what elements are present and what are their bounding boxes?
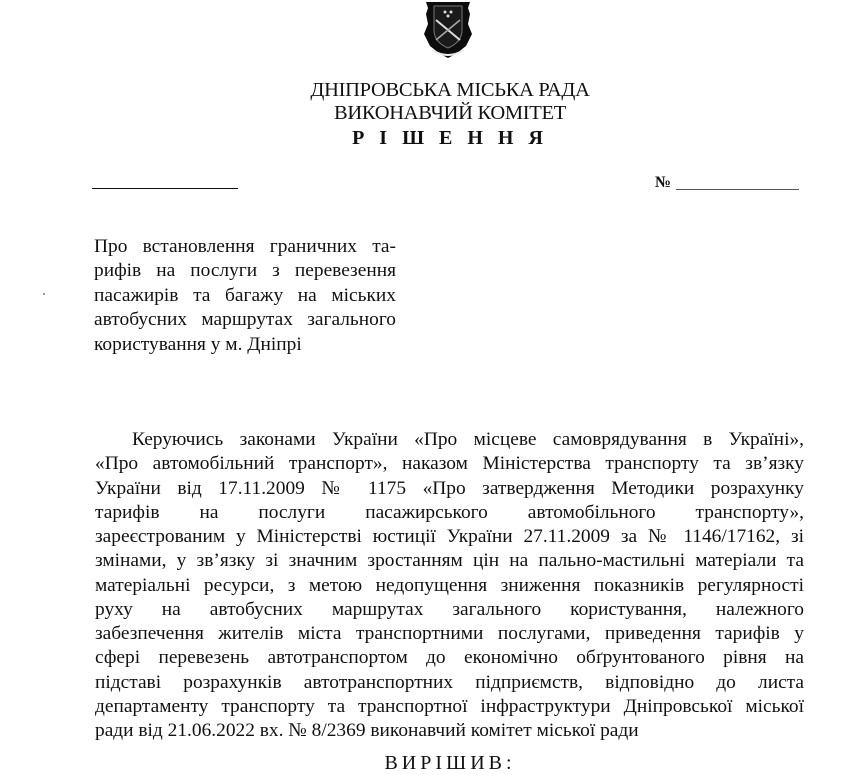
body-line: ради від 21.06.2022 вх. № 8/2369 виконавчий комітет міської ради <box>95 720 639 741</box>
body-line: змінами, у зв’язку зі значним зростанням цін на пально-мастильні матеріали та <box>95 550 804 572</box>
number-blank-line <box>676 189 799 190</box>
body-line: Керуючись законами України «Про місцеве самоврядування в Україні», <box>132 429 804 450</box>
body-line: департаменту транспорту та транспортної інфраструктури Дніпровської міської <box>95 695 804 717</box>
decision-title <box>94 235 396 357</box>
body-line: підставі розрахунків автотранспортних підприємств, відповідно до листа <box>95 671 804 693</box>
title-line: користування у м. Дніпрі <box>94 333 302 355</box>
title-line: автобусних маршрутах загального <box>94 309 396 331</box>
number-label: № <box>655 174 672 191</box>
body-line: сфері перевезень автотранспортом до економічно обґрунтованого рівня на <box>95 647 804 669</box>
title-line: пасажирів та багажу на міських <box>94 284 396 306</box>
document-type: Р І Ш Е Н Н Я <box>352 127 548 149</box>
body-line: забезпечення жителів міста транспортними послугами, приведення тарифів у <box>95 623 804 644</box>
body-line: «Про автомобільний транспорт», наказом Міністерства транспорту та зв’язку <box>95 453 804 475</box>
body-line: зареєстрованим у Міністерстві юстиції України 27.11.2009 за № 1146/17162, зі <box>95 526 804 547</box>
title-line: рифів на послуги з перевезення <box>94 260 396 282</box>
decided-heading: ВИРІШИВ: <box>384 752 516 774</box>
preamble-paragraph <box>95 428 804 743</box>
coat-of-arms-emblem <box>418 0 478 64</box>
body-line: тарифів на послуги пасажирського автомобільного транспорту», <box>95 501 804 523</box>
date-blank-line <box>92 188 238 189</box>
committee-name: ВИКОНАВЧИЙ КОМІТЕТ <box>334 102 566 124</box>
council-name: ДНІПРОВСЬКА МІСЬКА РАДА <box>310 79 590 101</box>
title-line: Про встановлення граничних та- <box>94 236 396 257</box>
body-line: України від 17.11.2009 № 1175 «Про затвердження Методики розрахунку <box>95 477 804 499</box>
body-line: матеріальні ресурси, з метою недопущення зниження показників регулярності <box>95 574 804 596</box>
scan-speck <box>43 293 45 295</box>
body-line: руху на автобусних маршрутах загального користування, належного <box>95 598 804 620</box>
